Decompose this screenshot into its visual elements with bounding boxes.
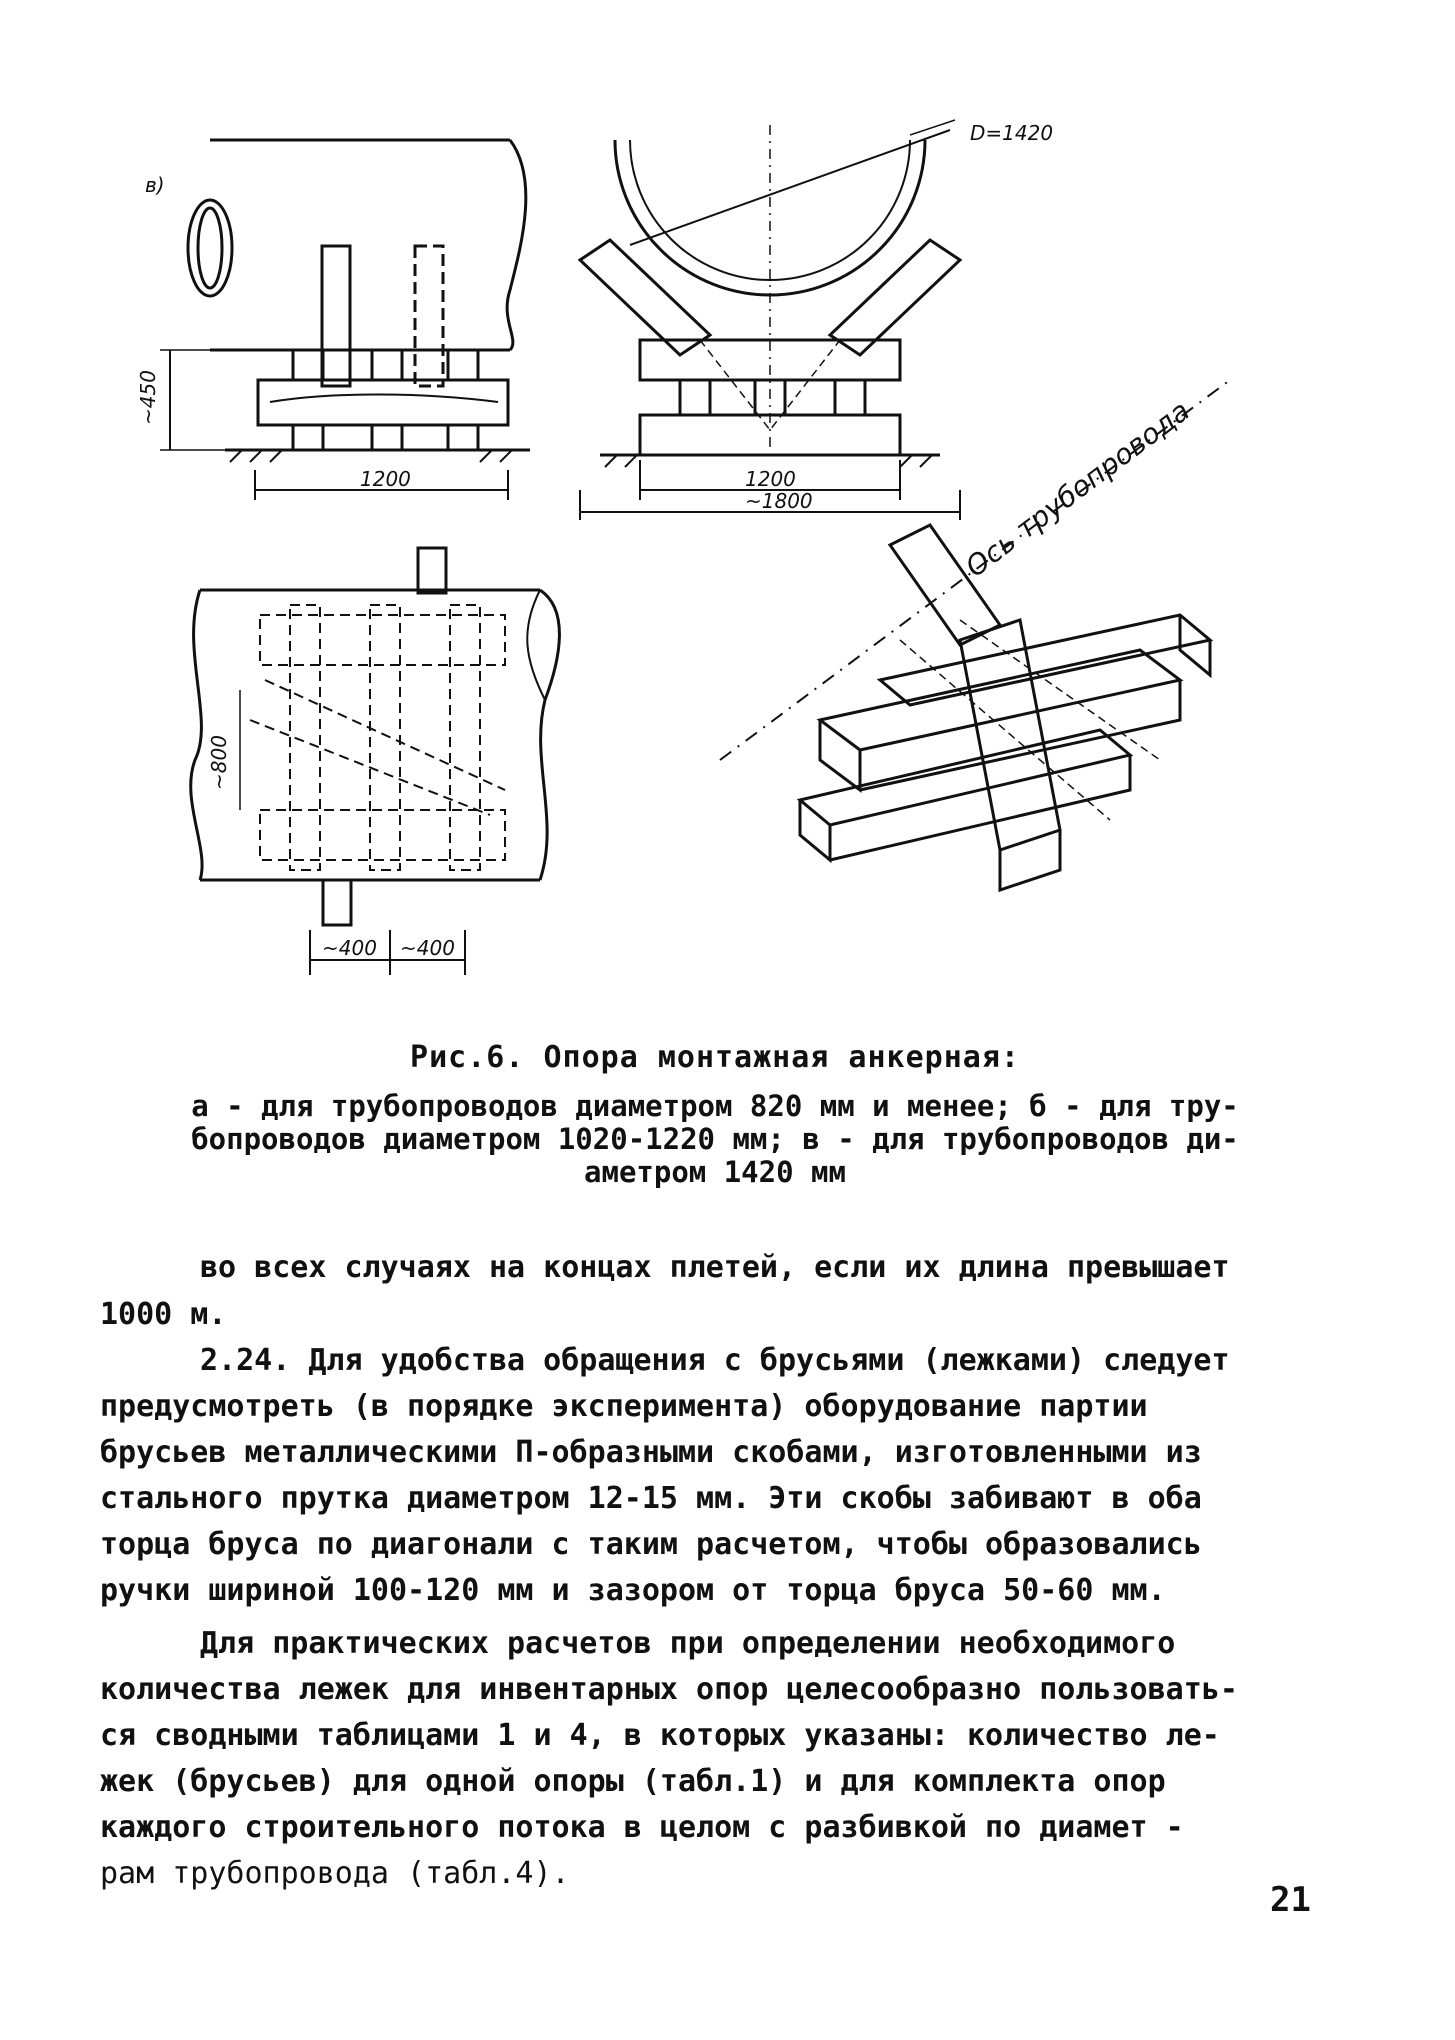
dim-height: ~450: [136, 370, 160, 425]
body-line: торца бруса по диагонали с таким расчетом, чтобы образовались: [100, 1527, 1202, 1562]
dim-1800: ~1800: [745, 489, 813, 513]
figure-drawing: [0, 0, 1455, 1000]
dim-1200-b: 1200: [745, 467, 796, 491]
body-line: брусьев металлическими П-образными скобами, изготовленными из: [100, 1435, 1202, 1470]
body-line: стального прутка диаметром 12-15 мм. Эти скобы забивают в оба: [100, 1481, 1202, 1516]
caption-line: бопроводов диаметром 1020-1220 мм; в - для трубопроводов ди-: [191, 1122, 1239, 1156]
body-line: 1000 м.: [100, 1297, 227, 1332]
axis-label: Ось трубопровода: [959, 393, 1196, 584]
body-line: во всех случаях на концах плетей, если их длина превышает: [200, 1250, 1230, 1285]
body-line: Для практических расчетов при определении необходимого: [200, 1626, 1176, 1661]
body-line: ручки шириной 100-120 мм и зазором от торца бруса 50-60 мм.: [100, 1573, 1166, 1608]
figure-caption-title: Рис.6. Опора монтажная анкерная:: [410, 1040, 1020, 1075]
caption-line: а - для трубопроводов диаметром 820 мм и менее; б - для тру-: [191, 1089, 1239, 1123]
body-line: рам трубопровода (табл.4).: [100, 1856, 570, 1891]
body-line: предусмотреть (в порядке эксперимента) оборудование партии: [100, 1389, 1148, 1424]
label-v: в): [145, 173, 165, 197]
figure-caption-body: [100, 1090, 1330, 1189]
body-line: каждого строительного потока в целом с разбивкой по диамет -: [100, 1810, 1184, 1845]
cross-section-drawing: [580, 120, 960, 520]
caption-line: аметром 1420 мм: [584, 1155, 846, 1189]
dim-diameter: D=1420: [970, 121, 1054, 145]
plan-view-drawing: [191, 548, 560, 975]
body-line: жек (брусьев) для одной опоры (табл.1) и для комплекта опор: [100, 1764, 1166, 1799]
dim-400-b: ~400: [400, 936, 455, 960]
page-number: 21: [1270, 1880, 1311, 1920]
dim-800: ~800: [207, 735, 231, 790]
side-view-drawing: [160, 140, 530, 500]
body-line: 2.24. Для удобства обращения с брусьями (лежками) следует: [200, 1343, 1230, 1378]
dim-1200-a: 1200: [360, 467, 411, 491]
dim-400-a: ~400: [322, 936, 377, 960]
body-line: ся сводными таблицами 1 и 4, в которых указаны: количество ле-: [100, 1718, 1220, 1753]
body-line: количества лежек для инвентарных опор целесообразно пользовать-: [100, 1672, 1238, 1707]
